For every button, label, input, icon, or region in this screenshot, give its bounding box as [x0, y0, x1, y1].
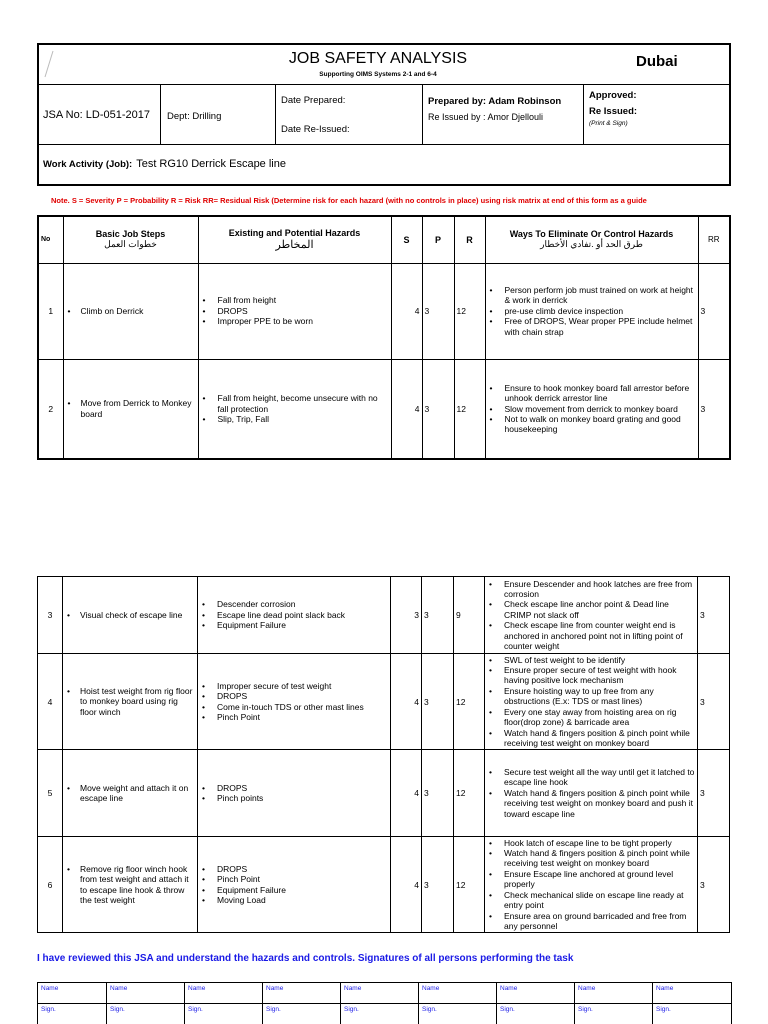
name-field[interactable]: Name	[341, 983, 419, 1004]
list-item: • Not to walk on monkey board grating and good housekeeping	[488, 414, 696, 435]
document-subtitle: Supporting OIMS Systems 2-1 and 6-4	[319, 71, 437, 78]
list-item: • Every one stay away from hoisting area on rig floor(drop zone) & barricade area	[487, 707, 695, 728]
col-steps	[63, 216, 198, 263]
list-item: • pre-use climb device inspection	[488, 306, 696, 316]
col-ways	[485, 216, 698, 263]
row-number: 4	[38, 654, 63, 750]
risk-cell: 12	[454, 837, 485, 933]
list-item: • Equipment Failure	[200, 885, 388, 895]
work-activity-label: Work Activity (Job):	[43, 159, 133, 170]
sign-field[interactable]: Sign.	[107, 1004, 185, 1024]
name-field[interactable]: Name	[419, 983, 497, 1004]
list-item: • Pinch points	[200, 793, 388, 803]
risk-cell: 12	[454, 359, 485, 459]
severity-cell: 4	[391, 263, 422, 359]
table-row	[38, 359, 730, 459]
residual-risk-cell: 3	[698, 654, 730, 750]
sign-field[interactable]: Sign.	[497, 1004, 575, 1024]
severity-cell: 4	[391, 359, 422, 459]
list-item: • Equipment Failure	[200, 620, 388, 630]
jsa-number: JSA No: LD-051-2017	[43, 109, 151, 121]
list-item: • Escape line dead point slack back	[200, 610, 388, 620]
name-field[interactable]: Name	[38, 983, 107, 1004]
job-step-cell	[63, 750, 198, 837]
list-item: • Watch hand & fingers position & pinch point while receiving test weight on monkey board	[487, 728, 695, 749]
list-item: • Check escape line from counter weight end is anchored in anchored point not in lifting point of counter weight	[487, 620, 695, 651]
table-row	[38, 654, 730, 750]
list-item: • Remove rig floor winch hook from test weight and attach it to escape line hook & throw the test weight	[65, 864, 195, 906]
list-item: • Fall from height	[201, 295, 389, 305]
job-step-cell	[63, 263, 198, 359]
residual-risk-cell: 3	[698, 837, 730, 933]
approved-label: Approved:	[589, 90, 637, 101]
severity-cell: 3	[391, 577, 422, 654]
list-item: • Improper secure of test weight	[200, 681, 388, 691]
dept-cell	[161, 85, 276, 145]
col-ways-en: Ways To Eliminate Or Control Hazards	[509, 229, 674, 240]
hazards-cell	[198, 263, 391, 359]
date-prepared: Date Prepared:	[281, 95, 346, 106]
prepared-by: Prepared by: Adam Robinson	[428, 96, 562, 107]
probability-cell: 3	[422, 577, 454, 654]
controls-cell	[485, 577, 698, 654]
review-statement: I have reviewed this JSA and understand the hazards and controls. Signatures of all persons performing the task	[37, 953, 574, 964]
table-row	[38, 263, 730, 359]
name-field[interactable]: Name	[575, 983, 653, 1004]
sign-field[interactable]: Sign.	[263, 1004, 341, 1024]
jsa-header	[37, 43, 731, 186]
list-item: • Come in-touch TDS or other mast lines	[200, 702, 388, 712]
jsa-table-page-2	[37, 576, 730, 933]
col-steps-en: Basic Job Steps	[95, 229, 166, 240]
row-number: 5	[38, 750, 63, 837]
col-rr: RR	[698, 216, 730, 263]
severity-cell: 4	[391, 837, 422, 933]
col-hazards-en: Existing and Potential Hazards	[228, 228, 361, 239]
job-step-cell	[63, 654, 198, 750]
list-item: • Improper PPE to be worn	[201, 316, 389, 326]
list-item: • Ensure to hook monkey board fall arrestor before unhook derrick arrestor line	[488, 383, 696, 404]
probability-cell: 3	[422, 263, 454, 359]
list-item: • Check escape line anchor point & Dead line CRIMP not slack off	[487, 599, 695, 620]
row-number: 3	[38, 577, 63, 654]
table-row	[38, 577, 730, 654]
list-item: • Slip, Trip, Fall	[201, 414, 389, 424]
list-item: • DROPS	[200, 864, 388, 874]
hazards-cell	[198, 359, 391, 459]
list-item: • Slow movement from derrick to monkey board	[488, 404, 696, 414]
residual-risk-cell: 3	[698, 359, 730, 459]
list-item: • Move weight and attach it on escape line	[65, 783, 195, 804]
location: Dubai	[636, 53, 678, 70]
signature-sign-row	[38, 1004, 732, 1024]
table-header-row	[38, 216, 730, 263]
reissued-by: Re Issued by : Amor Djellouli	[428, 112, 544, 122]
list-item: • Watch hand & fingers position & pinch point while receiving test weight on monkey board and push it toward escape line	[487, 788, 695, 819]
row-number: 2	[38, 359, 63, 459]
probability-cell: 3	[422, 750, 454, 837]
severity-cell: 4	[391, 750, 422, 837]
hazards-cell	[198, 577, 391, 654]
name-field[interactable]: Name	[107, 983, 185, 1004]
jsa-no-cell	[39, 85, 161, 145]
row-number: 1	[38, 263, 63, 359]
risk-cell: 12	[454, 750, 485, 837]
document-title: JOB SAFETY ANALYSIS	[288, 50, 468, 67]
list-item: • Person perform job must trained on work at height & work in derrick	[488, 285, 696, 306]
col-ways-ar: طرق الحد أو .تفادي الأخطار	[540, 239, 643, 250]
list-item: • Move from Derrick to Monkey board	[66, 398, 196, 419]
sign-field[interactable]: Sign.	[341, 1004, 419, 1024]
col-hazards-ar: المخاطر	[275, 239, 314, 252]
probability-cell: 3	[422, 654, 454, 750]
hazards-cell	[198, 654, 391, 750]
signature-table	[37, 982, 732, 1024]
col-steps-ar: خطوات العمل	[104, 239, 157, 250]
list-item: • SWL of test weight to be identify	[487, 655, 695, 665]
col-p: P	[422, 216, 454, 263]
work-activity	[43, 158, 286, 170]
probability-cell: 3	[422, 837, 454, 933]
row-number: 6	[38, 837, 63, 933]
list-item: • Pinch Point	[200, 712, 388, 722]
job-step-cell	[63, 577, 198, 654]
list-item: • Hoist test weight from rig floor to monkey board using rig floor winch	[65, 686, 195, 717]
controls-cell	[485, 263, 698, 359]
controls-cell	[485, 654, 698, 750]
list-item: • Visual check of escape line	[65, 610, 195, 620]
probability-cell: 3	[422, 359, 454, 459]
sign-field[interactable]: Sign.	[38, 1004, 107, 1024]
list-item: • Ensure proper secure of test weight with hook having positive lock mechanism	[487, 665, 695, 686]
prepared-cell	[423, 85, 584, 145]
sign-field[interactable]: Sign.	[419, 1004, 497, 1024]
list-item: • Hook latch of escape line to be tight properly	[487, 838, 695, 848]
signature-name-row	[38, 983, 732, 1004]
residual-risk-cell: 3	[698, 263, 730, 359]
name-field[interactable]: Name	[263, 983, 341, 1004]
hazards-cell	[198, 837, 391, 933]
risk-cell: 12	[454, 263, 485, 359]
list-item: • Pinch Point	[200, 874, 388, 884]
list-item: • Secure test weight all the way until get it latched to escape line hook	[487, 767, 695, 788]
list-item: • Check mechanical slide on escape line ready at entry point	[487, 890, 695, 911]
name-field[interactable]: Name	[185, 983, 263, 1004]
sign-field[interactable]: Sign.	[653, 1004, 732, 1024]
list-item: • Free of DROPS, Wear proper PPE include helmet with chain strap	[488, 316, 696, 337]
list-item: • Fall from height, become unsecure with no fall protection	[201, 393, 389, 414]
name-field[interactable]: Name	[653, 983, 732, 1004]
col-s: S	[391, 216, 422, 263]
table-row	[38, 837, 730, 933]
severity-cell: 4	[391, 654, 422, 750]
risk-cell: 9	[454, 577, 485, 654]
list-item: • Descender corrosion	[200, 599, 388, 609]
job-step-cell	[63, 359, 198, 459]
risk-cell: 12	[454, 654, 485, 750]
list-item: • DROPS	[200, 783, 388, 793]
list-item: • Ensure hoisting way to up free from any obstructions (E.x: TDS or mast lines)	[487, 686, 695, 707]
list-item: • Ensure Descender and hook latches are free from corrosion	[487, 579, 695, 600]
job-step-cell	[63, 837, 198, 933]
col-hazards	[198, 216, 391, 263]
sign-field[interactable]: Sign.	[575, 1004, 653, 1024]
print-sign-label: (Print & Sign)	[589, 120, 628, 127]
list-item: • Ensure Escape line anchored at ground level properly	[487, 869, 695, 890]
list-item: • Ensure area on ground barricaded and free from any personnel	[487, 911, 695, 932]
hazards-cell	[198, 750, 391, 837]
table-row	[38, 750, 730, 837]
residual-risk-cell: 3	[698, 577, 730, 654]
jsa-table-page-1	[37, 215, 731, 460]
header-title-row	[39, 45, 729, 85]
list-item: • Moving Load	[200, 895, 388, 905]
sign-field[interactable]: Sign.	[185, 1004, 263, 1024]
controls-cell	[485, 837, 698, 933]
header-info-row	[39, 85, 729, 145]
col-no: No	[38, 216, 63, 263]
controls-cell	[485, 750, 698, 837]
reissued-label: Re Issued:	[589, 106, 638, 117]
residual-risk-cell: 3	[698, 750, 730, 837]
list-item: • Climb on Derrick	[66, 306, 196, 316]
risk-note: Note. S = Severity P = Probability R = Risk RR= Residual Risk (Determine risk for each hazard (with no controls in place) using risk matrix at end of this form as a guide	[51, 196, 647, 205]
department: Dept: Drilling	[167, 111, 222, 122]
date-reissued: Date Re-Issued:	[281, 124, 350, 135]
list-item: • DROPS	[200, 691, 388, 701]
dates-cell	[276, 85, 423, 145]
controls-cell	[485, 359, 698, 459]
work-activity-value: Test RG10 Derrick Escape line	[136, 158, 286, 170]
name-field[interactable]: Name	[497, 983, 575, 1004]
list-item: • DROPS	[201, 306, 389, 316]
list-item: • Watch hand & fingers position & pinch point while receiving test weight on monkey board	[487, 848, 695, 869]
col-r: R	[454, 216, 485, 263]
